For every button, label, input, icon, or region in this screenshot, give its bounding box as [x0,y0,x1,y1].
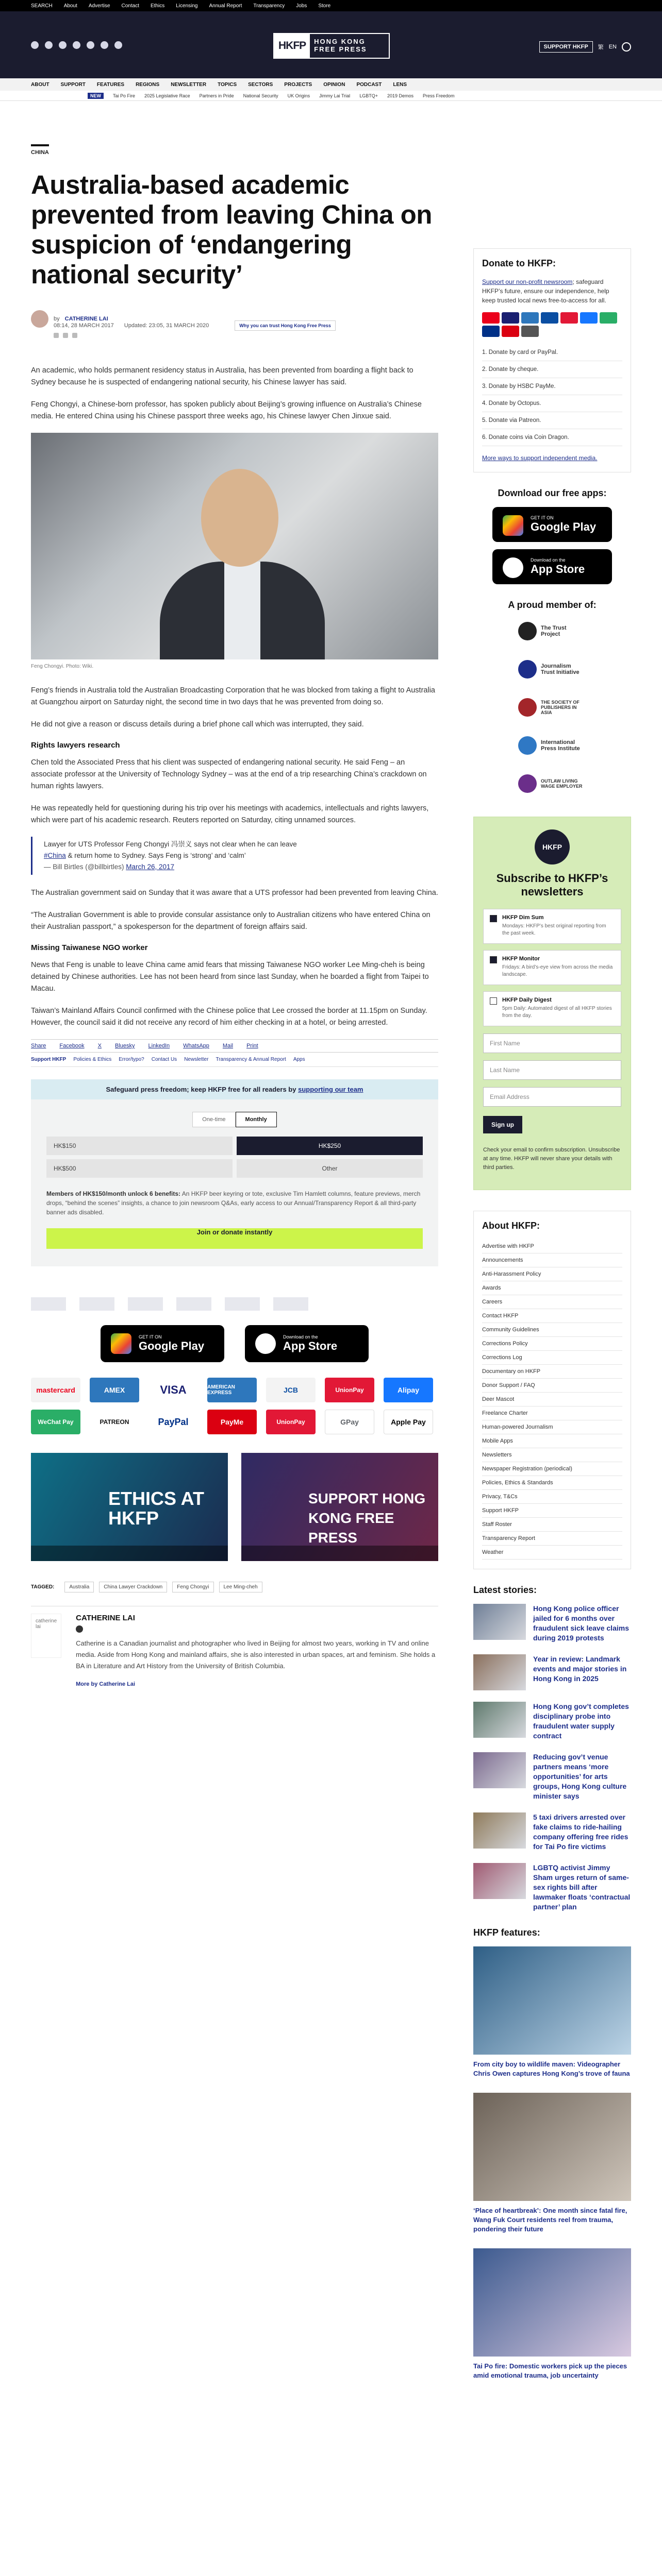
about-link[interactable]: Transparency Report [482,1532,622,1546]
paragraph: The Australian government said on Sunday that it was aware that a UTS professor had been prevented from leaving China. [31,889,438,897]
share-bar [31,1039,438,1053]
about-link[interactable]: Staff Roster [482,1518,622,1532]
tags [31,1582,438,1592]
facebook-icon[interactable] [54,333,59,338]
share-label: Share [31,1043,46,1049]
donate-method[interactable]: 6. Donate coins via Coin Dragon. [482,429,622,446]
logo-text: HONG KONG FREE PRESS [314,38,367,53]
newsletter-note: Check your email to confirm subscription. Unsubscribe at any time. HKFP will never share your details with third parties. [483,1147,620,1171]
share-mail[interactable]: Mail [222,1043,234,1049]
utility-link[interactable]: Jobs [296,3,307,9]
author-photo: catherine lai [31,1614,61,1658]
nav-item[interactable]: SUPPORT [60,81,86,88]
tag[interactable]: Australia [64,1582,94,1592]
story-thumbnail[interactable] [473,1702,526,1738]
trending-link[interactable]: Press Freedom [422,93,455,98]
tweet-text: & return home to Sydney. Says Feng is ‘strong’ and ‘calm’ [68,852,246,859]
newsletter-option[interactable]: HKFP Daily Digest 5pm Daily: Automated digest of all HKFP stories from the day. [483,991,621,1026]
about-links [482,1240,622,1560]
promo-banners [31,1453,438,1561]
ipi-logo[interactable]: International Press Institute [518,733,586,758]
sidebar-app-badges [473,507,631,584]
jti-logo [79,1297,114,1311]
footer-link[interactable]: Newsletter [184,1057,209,1062]
about-link[interactable]: Anti-Harassment Policy [482,1267,622,1281]
author-link[interactable]: CATHERINE LAI [64,316,108,322]
search-icon[interactable] [622,42,631,52]
threads-icon[interactable] [73,41,80,49]
nav-item[interactable]: TOPICS [218,81,237,88]
latest-story[interactable] [473,1604,631,1643]
newsletter-option[interactable]: HKFP Dim Sum Mondays: HKFP’s best original reporting from the past week. [483,909,621,944]
tweet-date-link[interactable]: March 26, 2017 [126,863,175,871]
nav-item[interactable]: NEWSLETTER [171,81,207,88]
story-thumbnail[interactable] [473,1863,526,1899]
story-headline[interactable]: Hong Kong gov’t completes disciplinary probe into fraudulent water supply contract [533,1702,629,1740]
about-link[interactable]: Support HKFP [482,1504,622,1518]
nav-item[interactable]: REGIONS [136,81,160,88]
instagram-icon[interactable] [59,41,67,49]
about-link[interactable]: Newspaper Registration (periodical) [482,1462,622,1476]
first-name-field[interactable]: First Name [483,1033,621,1053]
sopa-logo [128,1297,163,1311]
trending-link[interactable]: National Security [243,93,278,98]
donate-widget [473,248,631,472]
feature-story[interactable] [473,2248,631,2380]
paypal-icon: PayPal [148,1410,198,1434]
about-heading: About HKFP: [482,1221,540,1231]
trending-link[interactable]: Tai Po Fire [113,93,136,98]
trending-label: NEW [88,93,104,99]
feature-stories [473,1946,631,2380]
story-headline[interactable]: 5 taxi drivers arrested over fake claims to ride-hailing company offering free rides for Tai Po fire victims [533,1813,628,1851]
donate-method[interactable]: 4. Donate by Octopus. [482,395,622,412]
unionpay-icon: UnionPay [266,1410,316,1434]
byline-prefix: by [54,316,60,322]
app-badges [31,1325,438,1362]
feature-headline[interactable]: Tai Po fire: Domestic workers pick up the pieces amid emotional trauma, job uncertainty [473,2362,627,2379]
hashtag-link[interactable]: #China [44,852,66,859]
lang-en-link[interactable]: EN [608,44,617,50]
about-link[interactable]: Policies, Ethics & Standards [482,1476,622,1490]
article [31,144,438,1687]
donate-method[interactable]: 1. Donate by card or PayPal. [482,344,622,361]
checkbox-checked-icon [490,915,497,922]
author-bio: Catherine is a Canadian journalist and photographer who lived in Beijing for almost two years, working in TV and online media. Aside from Hong Kong and mainland affairs, she is also interested in urban spaces, art and feminism. She holds a BA in Literature and Art History from the University of British Columbia. [76,1639,436,1670]
share-print[interactable]: Print [246,1043,258,1049]
paragraph: Taiwan’s Mainland Affairs Council confirmed with the Chinese police that Lee crossed the border at 11.15pm on Sunday. However, the council said it did not receive any record of him either checking in at a hotel, or being arrested. [31,1007,427,1027]
tweet-author: — Bill Birtles (@billbirtles) [44,863,124,871]
alipay-icon [580,312,598,324]
article-body [31,365,438,1029]
share-facebook[interactable]: Facebook [59,1043,85,1049]
footer-link[interactable]: Policies & Ethics [73,1057,112,1062]
trending-link[interactable]: 2019 Demos [387,93,413,98]
trending-link[interactable]: LGBTQ+ [359,93,378,98]
nonprofit-link[interactable]: Support our non-profit newsroom [482,278,573,285]
updated-date: Updated: 23:05, 31 MARCH 2020 [124,323,209,329]
about-link[interactable]: Contact HKFP [482,1309,622,1323]
utility-link[interactable]: Transparency [253,3,285,9]
google-play-badge[interactable]: GET IT ON Google Play [101,1325,224,1362]
subheading: Rights lawyers research [31,741,120,750]
category-label[interactable]: CHINA [31,144,49,156]
story-thumbnail[interactable] [473,1812,526,1849]
wechat-pay-icon [600,312,617,324]
tab-one-time[interactable]: One-time [192,1112,235,1127]
logo-short: HKFP [274,34,310,58]
main-nav [0,78,662,91]
nav-item[interactable]: LENS [393,81,407,88]
nav-item[interactable]: PROJECTS [284,81,312,88]
author-avatar [31,310,48,328]
paragraph: An academic, who holds permanent residency status in Australia, has been prevented from boarding a flight back to Sydney because he is suspected of endangering national security, his Chinese lawyer has said. [31,366,413,386]
paragraph: Feng’s friends in Australia told the Australian Broadcasting Corporation that he was blocked from taking a flight to Australia at Guangzhou airport on Saturday night, the second time in two days that he was prevented from doing so. [31,686,435,706]
feature-story[interactable] [473,1946,631,2078]
feature-image[interactable] [473,2248,631,2357]
footer-link[interactable]: Support HKFP [31,1057,67,1062]
latest-story[interactable] [473,1654,631,1690]
story-headline[interactable]: Reducing gov’t venue partners means ‘more opportunities’ for arts groups, Hong Kong culture minister says [533,1753,627,1800]
apple-pay-icon: Apple Pay [384,1410,433,1434]
youtube-icon[interactable] [101,41,108,49]
support-promo[interactable]: SUPPORT HONG KONG FREE PRESS [241,1453,438,1561]
nav-item[interactable]: OPINION [323,81,345,88]
nav-item[interactable]: SECTORS [248,81,273,88]
site-header [0,11,662,78]
facebook-icon[interactable] [31,41,39,49]
footer-link[interactable]: Apps [293,1057,305,1062]
utility-link[interactable]: Advertise [88,3,110,9]
email-icon[interactable] [114,41,122,49]
x-icon[interactable] [45,41,53,49]
feature-image[interactable] [473,2093,631,2201]
apps-heading: Download our free apps: [498,488,607,498]
payment-methods [31,1378,438,1434]
amount-option[interactable]: HK$250 [237,1137,423,1155]
mastercard-icon [482,312,500,324]
donate-methods [482,344,622,446]
share-x[interactable]: X [97,1043,102,1049]
nav-item[interactable]: FEATURES [96,81,125,88]
latest-stories [473,1604,631,1912]
share-icons [54,333,438,338]
latest-story[interactable] [473,1863,631,1912]
google-play-badge[interactable]: GET IT ON Google Play [492,507,612,542]
donate-intro: Support our non-profit newsroom; safeguard HKFP’s future, ensure our independence, help keep trusted local news free-to-access for all. [482,278,609,304]
newsletter-title: Subscribe to HKFP’s newsletters [496,872,608,898]
hkfp-icon: HKFP [535,829,570,865]
last-name-field[interactable]: Last Name [483,1060,621,1080]
story-headline[interactable]: Hong Kong police officer jailed for 6 months over fraudulent sick leave claims during 2019 protests [533,1604,629,1642]
feature-headline[interactable]: ‘Place of heartbreak’: One month since fatal fire, Wang Fuk Court residents reel from trauma, pondering their future [473,2207,627,2233]
payme-icon: PayMe [207,1410,257,1434]
payme-icon [502,326,519,337]
tag[interactable]: Lee Ming-cheh [219,1582,262,1592]
utility-link[interactable]: About [63,3,77,9]
more-ways-link[interactable]: More ways to support independent media. [482,454,598,462]
about-widget [473,1211,631,1569]
tweet-text: Lawyer for UTS Professor Feng Chongyi 冯崇义 says not clear when he can leave [44,840,297,848]
bluesky-icon[interactable] [87,41,94,49]
wechat-pay-icon: WeChat Pay [31,1410,80,1434]
newsletter-option[interactable]: HKFP Monitor Fridays: A bird’s-eye view from across the media landscape. [483,950,621,985]
google-play-icon [111,1333,131,1354]
author-name[interactable]: CATHERINE LAI [76,1614,135,1622]
footer-link[interactable]: Contact Us [151,1057,177,1062]
visa-icon [502,312,519,324]
article-title: Australia-based academic prevented from leaving China on suspicion of ‘endangering national security’ [31,170,432,289]
mastercard-icon: mastercard [31,1378,80,1402]
jti-logo[interactable]: Journalism Trust Initiative [518,657,586,682]
nav-item[interactable]: PODCAST [356,81,382,88]
jcb-icon [541,312,558,324]
about-link[interactable]: Corrections Log [482,1351,622,1365]
about-link[interactable]: Mobile Apps [482,1434,622,1448]
apple-icon [255,1333,276,1354]
facebook-icon[interactable] [76,1625,83,1633]
utility-link[interactable]: Ethics [150,3,165,9]
search-link[interactable]: SEARCH [31,3,53,9]
unionpay-icon [560,312,578,324]
donation-banner: Safeguard press freedom; keep HKFP free for all readers by supporting our team [31,1079,438,1099]
trending-link[interactable]: Jimmy Lai Trial [319,93,351,98]
x-icon[interactable] [63,333,68,338]
story-headline[interactable]: Year in review: Landmark events and major stories in Hong Kong in 2025 [533,1655,627,1683]
american-express-icon: AMERICAN EXPRESS [207,1378,257,1402]
latest-story[interactable] [473,1702,631,1741]
about-link[interactable]: Donor Support / FAQ [482,1379,622,1393]
utility-bar [0,0,662,11]
subheading: Missing Taiwanese NGO worker [31,943,148,952]
utility-link[interactable]: Store [318,3,331,9]
google-pay-icon [521,326,539,337]
tag[interactable]: Feng Chongyi [172,1582,213,1592]
card-icons [482,312,622,337]
donate-method[interactable]: 3. Donate by HSBC PayMe. [482,378,622,395]
header-actions [539,41,631,53]
about-link[interactable]: Announcements [482,1253,622,1267]
utility-link[interactable]: Contact [121,3,139,9]
about-link[interactable]: Awards [482,1281,622,1295]
apple-icon [503,557,523,578]
patreon-icon: PATREON [90,1410,139,1434]
frequency-tabs [31,1112,438,1127]
story-headline[interactable]: LGBTQ activist Jimmy Sham urges return of same-sex rights bill after lawmaker floats ‘contractual partner’ plan [533,1863,631,1911]
about-link[interactable]: Newsletters [482,1448,622,1462]
donate-method[interactable]: 5. Donate via Patreon. [482,412,622,429]
photo-caption: Feng Chongyi. Photo: Wiki. [31,664,94,669]
features-heading: HKFP features: [473,1927,540,1938]
trust-button[interactable]: Why you can trust Hong Kong Free Press [235,320,336,331]
ethics-promo[interactable]: ETHICS AT HKFP [31,1453,228,1561]
paragraph: News that Feng is unable to leave China came amid fears that missing Taiwanese NGO worker Lee Ming-cheh is being detained by Chinese authorities. Lee has not been heard from since last Sunday, when he boarded a flight from Taipei to Macau. [31,961,429,993]
app-store-badge[interactable]: Download on the App Store [245,1325,369,1362]
amount-option[interactable]: Other [237,1159,423,1178]
story-thumbnail[interactable] [473,1604,526,1640]
email-icon[interactable] [72,333,77,338]
hkfp-logo [273,1297,308,1311]
about-link[interactable]: Privacy, T&Cs [482,1490,622,1504]
donate-heading: Donate to HKFP: [482,258,556,268]
embedded-tweet [31,837,438,875]
trending-link[interactable]: UK Origins [287,93,310,98]
more-by-author-link[interactable]: More by Catherine Lai [76,1681,136,1687]
living-wage-logo[interactable]: OUTLAW LIVING WAGE EMPLOYER [518,771,586,796]
story-thumbnail[interactable] [473,1752,526,1788]
feature-headline[interactable]: From city boy to wildlife maven: Videographer Chris Owen captures Hong Kong’s trove of fauna [473,2060,630,2077]
site-logo[interactable] [273,33,390,59]
support-link[interactable]: supporting our team [298,1086,363,1093]
feature-photo [31,433,438,659]
email-field[interactable]: Email Address [483,1087,621,1107]
about-link[interactable]: Deer Mascot [482,1393,622,1406]
member-heading: A proud member of: [508,600,597,610]
feature-image[interactable] [473,1946,631,2055]
share-linkedin[interactable]: LinkedIn [148,1043,170,1049]
signup-button[interactable]: Sign up [483,1116,522,1133]
utility-link[interactable]: Licensing [176,3,198,9]
jcb-icon: JCB [266,1378,316,1402]
paragraph: He did not give a reason or discuss details during a brief phone call which was interrupted, they said. [31,720,364,728]
about-link[interactable]: Freelance Charter [482,1406,622,1420]
sopa-logo[interactable]: THE SOCIETY OF PUBLISHERS IN ASIA [518,695,586,720]
donate-method[interactable]: 2. Donate by cheque. [482,361,622,378]
about-link[interactable]: Advertise with HKFP [482,1240,622,1253]
member-benefits: Members of HK$150/month unlock 6 benefits: An HKFP beer keyring or tote, exclusive Tim Hamlett columns, feature previews, merch drops, “behind the scenes” insights, a chance to join newsroom Q&As, early access to our Annual/Transparency Report & all third-party banner ads disabled. [46,1190,421,1216]
paragraph: Chen told the Associated Press that his client was suspected of endangering national security. He said Feng – an associate professor at the University of Technology Sydney – was at the end of a trip researching China’s crackdown on human rights lawyers. [31,758,427,790]
latest-story[interactable] [473,1812,631,1852]
latest-heading: Latest stories: [473,1585,537,1595]
tag[interactable]: China Lawyer Crackdown [99,1582,167,1592]
about-link[interactable]: Documentary on HKFP [482,1365,622,1379]
alipay-icon: Alipay [384,1378,433,1402]
article-footer-links [31,1053,438,1067]
paragraph: “The Australian Government is able to provide consular assistance only to Australian citizens who have entered China on their Australian passport,” a spokesperson for the department of foreign affairs said. [31,911,431,931]
paragraph: He was repeatedly held for questioning during his trip over his meetings with academics, intellectuals and rights lawyers, which were part of his academic research. Reuters reported on Saturday, citing unnamed sources. [31,804,429,824]
feature-story[interactable] [473,2093,631,2234]
donation-box [31,1079,438,1266]
amex-icon [521,312,539,324]
unionpay-icon: UnionPay [325,1378,374,1402]
google-play-icon [503,515,523,536]
ipi-logo [176,1297,211,1311]
app-store-badge[interactable]: Download on the App Store [492,549,612,584]
share-bluesky[interactable]: Bluesky [115,1043,135,1049]
paypal-icon [482,326,500,337]
about-link[interactable]: Weather [482,1546,622,1560]
amex-icon: AMEX [90,1378,139,1402]
amount-option[interactable]: HK$150 [46,1137,233,1155]
newsletter-signup [473,817,631,1190]
utility-link[interactable]: Annual Report [209,3,242,9]
lang-zh-link[interactable]: 繁 [598,44,604,50]
trust-project-logo [31,1297,66,1311]
member-logos-row [31,1297,438,1311]
trending-link[interactable]: 2025 Legislative Race [144,93,190,98]
checkbox-icon [490,997,497,1005]
trust-project-logo[interactable]: The Trust Project [518,619,586,643]
tab-monthly[interactable]: Monthly [236,1112,277,1127]
story-thumbnail[interactable] [473,1654,526,1690]
sidebar [473,248,631,2395]
support-button[interactable]: SUPPORT HKFP [539,41,593,53]
author-box [31,1606,438,1687]
google-pay-icon: GPay [325,1410,374,1434]
footer-link[interactable]: Transparency & Annual Report [216,1057,286,1062]
footer-link[interactable]: Error/typo? [119,1057,144,1062]
about-link[interactable]: Corrections Policy [482,1337,622,1351]
about-link[interactable]: Human-powered Journalism [482,1420,622,1434]
checkbox-checked-icon [490,956,497,963]
article-dates [54,320,438,331]
about-link[interactable]: Community Guidelines [482,1323,622,1337]
trending-link[interactable]: Partners in Pride [199,93,234,98]
amount-option[interactable]: HK$500 [46,1159,233,1178]
nav-item[interactable]: ABOUT [31,81,49,88]
paragraph: Feng Chongyi, a Chinese-born professor, has spoken publicly about Beijing’s growing influence on Australia’s Chinese media. He entered China using his Chinese passport three weeks ago, his Chinese lawyer Chen Jinxue said. [31,400,422,420]
amount-options [31,1137,438,1178]
share-whatsapp[interactable]: WhatsApp [183,1043,209,1049]
trending-bar [0,91,662,101]
visa-icon: VISA [148,1378,198,1402]
donate-button[interactable]: Join or donate instantly [46,1228,423,1249]
about-link[interactable]: Careers [482,1295,622,1309]
tags-label: TAGGED: [31,1584,55,1590]
member-logos [473,619,631,796]
latest-story[interactable] [473,1752,631,1801]
social-links [31,41,122,49]
published-date: 08:14, 28 MARCH 2017 [54,323,114,329]
living-wage-logo [225,1297,260,1311]
